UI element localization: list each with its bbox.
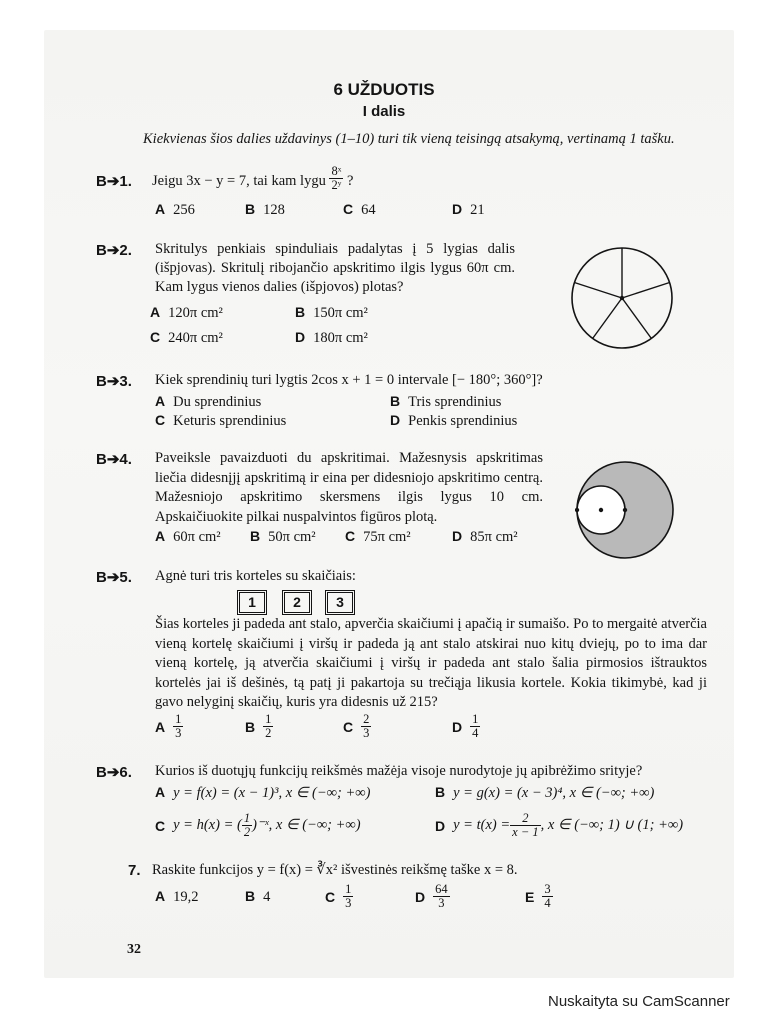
option-letter: A: [155, 201, 166, 217]
q5-label: B➔5.: [96, 569, 132, 586]
option-letter: D: [452, 201, 463, 217]
q1-frac-den: 2ʸ: [331, 178, 342, 192]
option-text: y = f(x) = (x − 1)³, x ∈ (−∞; +∞): [173, 785, 371, 801]
q7-option-e[interactable]: [525, 883, 553, 910]
fraction-den: 3: [438, 896, 445, 910]
fraction-den: 3: [345, 896, 352, 910]
q5-option-a[interactable]: [155, 713, 183, 740]
option-letter: C: [150, 329, 161, 345]
q7-option-d[interactable]: [415, 883, 450, 910]
option-letter: D: [415, 888, 426, 905]
option-text-pre: y = h(x) = (: [173, 817, 242, 833]
option-letter: A: [155, 718, 166, 735]
q7-option-b[interactable]: [245, 888, 270, 906]
q6-text: Kurios iš duotųjų funkcijų reikšmės mažėja visoje nurodytoje jų apibrėžimo srityje?: [155, 763, 643, 779]
fraction-num: 1: [175, 712, 182, 726]
q4-option-a[interactable]: [155, 528, 221, 546]
q5-option-c[interactable]: [343, 713, 371, 740]
fraction-num: 2: [510, 812, 540, 826]
q6-option-a[interactable]: [155, 784, 370, 802]
q7-option-c[interactable]: [325, 883, 353, 910]
option-letter: D: [390, 412, 401, 428]
q2-option-b[interactable]: [295, 304, 368, 322]
q5-option-d[interactable]: [452, 713, 480, 740]
q5-option-b[interactable]: [245, 713, 273, 740]
q1-prefix: Jeigu 3x − y = 7, tai kam lygu: [152, 172, 326, 189]
option-letter: B: [245, 718, 256, 735]
q1-text: [152, 164, 354, 192]
option-text: 85π cm²: [470, 529, 518, 545]
q3-text: Kiek sprendinių turi lygtis 2cos x + 1 = 0 intervale [− 180°; 360°]?: [155, 372, 543, 388]
option-text: 120π cm²: [168, 305, 223, 321]
option-text: 60π cm²: [173, 529, 221, 545]
q2-label: B➔2.: [96, 242, 132, 259]
option-fraction: [173, 713, 183, 740]
option-fraction: [242, 812, 252, 839]
q2-option-d[interactable]: [295, 329, 368, 347]
option-fraction: [343, 883, 353, 910]
option-letter: A: [155, 888, 166, 904]
option-letter: C: [325, 888, 336, 905]
option-letter: C: [155, 412, 166, 428]
option-text: 75π cm²: [363, 529, 411, 545]
option-text: Tris sprendinius: [408, 394, 502, 410]
q6-option-c[interactable]: [155, 812, 361, 839]
option-letter: B: [245, 201, 256, 217]
option-fraction: [433, 883, 450, 910]
option-text: 240π cm²: [168, 330, 223, 346]
option-letter: C: [155, 817, 166, 834]
option-letter: B: [245, 888, 256, 904]
q4-option-c[interactable]: [345, 528, 411, 546]
q4-circles-figure: [575, 460, 675, 560]
q6-option-d[interactable]: [435, 812, 683, 839]
fraction-num: 3: [544, 882, 551, 896]
option-letter: D: [452, 718, 463, 735]
q2-option-a[interactable]: [150, 304, 223, 322]
fraction-num: 1: [243, 811, 251, 825]
fraction-num: 64: [435, 882, 448, 896]
option-fraction: [361, 713, 371, 740]
option-fraction: [263, 713, 273, 740]
fraction-den: 2: [265, 726, 272, 740]
option-letter: D: [452, 528, 463, 544]
option-text: 64: [361, 202, 376, 218]
q1-fraction: [329, 165, 343, 192]
q4-text: Paveiksle pavaizduoti du apskritimai. Mažesnysis apskritimas liečia didesnįjį apskritimą ir eina per didesniojo apskritimo centrą. Mažesniojo apskritimo skersmens ilgis lygus 10 cm. Apskaičiuokite pilkai nuspalvintos figūros plotą.: [155, 450, 543, 525]
option-text: 150π cm²: [313, 305, 368, 321]
option-text-pre: y = t(x) =: [453, 817, 511, 833]
option-text: Penkis sprendinius: [408, 413, 518, 429]
option-text: y = g(x) = (x − 3)⁴, x ∈ (−∞; +∞): [453, 785, 655, 801]
page-subtitle: I dalis: [362, 103, 406, 120]
option-letter: B: [435, 784, 446, 800]
q2-option-c[interactable]: [150, 329, 223, 347]
fraction-num: 1: [265, 712, 272, 726]
option-fraction: [470, 713, 480, 740]
q2-text: Skritulys penkiais spinduliais padalytas į 5 lygias dalis (išpjovas). Skritulį ribojančio apskritimo ilgis lygus 60π cm. Kam lygus vienos dalies (išpjovos) plotas?: [155, 241, 515, 295]
option-text-post: , x ∈ (−∞; 1) ∪ (1; +∞): [540, 817, 684, 833]
option-letter: D: [435, 817, 446, 834]
q1-suffix: ?: [347, 172, 354, 189]
q3-option-d[interactable]: [390, 412, 517, 430]
option-text: 4: [263, 889, 271, 905]
option-letter: B: [390, 393, 401, 409]
q3-option-a[interactable]: [155, 393, 261, 411]
fraction-den: 4: [544, 896, 551, 910]
q1-option-a[interactable]: [155, 201, 195, 219]
option-letter: A: [155, 393, 166, 409]
q4-option-d[interactable]: [452, 528, 518, 546]
option-letter: E: [525, 888, 535, 905]
q7-text: Raskite funkcijos y = f(x) = ∛x² išvestinės reikšmę taške x = 8.: [152, 862, 518, 878]
fraction-num: 1: [345, 882, 352, 896]
option-letter: C: [343, 718, 354, 735]
q2-divided-circle-figure: [570, 246, 674, 350]
option-text: 180π cm²: [313, 330, 368, 346]
q1-option-b[interactable]: [245, 201, 285, 219]
option-text: 21: [470, 202, 485, 218]
q6-option-b[interactable]: [435, 784, 654, 802]
q1-option-d[interactable]: [452, 201, 485, 219]
option-text: 19,2: [173, 889, 199, 905]
q6-label: B➔6.: [96, 764, 132, 781]
q1-label: B➔1.: [96, 173, 132, 190]
fraction-den: 4: [472, 726, 479, 740]
q5-text: Šias korteles ji padeda ant stalo, apverčia skaičiumi į apačią ir sumaišo. Po to mergaitė atverčia vieną kortelę skaičiumi į viršų ir padeda ją ant stalo atskirai nuo kitų dviejų, po to ima dar vieną kortelę, ją atverčia skaičiumi į viršų ir padeda ant stalo šalia pirmosios ištrauktos kortelės jai iš dešinės, tą patį ji pakartoja su trečiąja likusia kortele. Kokia tikimybė, kad ji gavo nelyginį skaičių, kuris yra didesnis už 215?: [155, 616, 707, 711]
fraction-den: x − 1: [512, 825, 539, 839]
q4-option-b[interactable]: [250, 528, 316, 546]
option-letter: C: [343, 201, 354, 217]
fraction-num: 1: [472, 712, 479, 726]
option-text-post: )⁻ˣ, x ∈ (−∞; +∞): [252, 817, 361, 833]
option-letter: C: [345, 528, 356, 544]
option-text: Keturis sprendinius: [173, 413, 287, 429]
option-text: 50π cm²: [268, 529, 316, 545]
q1-frac-num: 8ˣ: [329, 165, 343, 179]
option-fraction: [542, 883, 552, 910]
q3-label: B➔3.: [96, 373, 132, 390]
number-card-2: 2: [284, 592, 310, 613]
fraction-den: 2: [243, 825, 251, 839]
option-letter: A: [150, 304, 161, 320]
number-card-1: 1: [239, 592, 265, 613]
q7-option-a[interactable]: [155, 888, 199, 906]
camscanner-footer: Nuskaityta su CamScanner: [548, 993, 730, 1010]
q3-option-c[interactable]: [155, 412, 286, 430]
instruction: Kiekvienas šios dalies uždavinys (1–10) turi tik vieną teisingą atsakymą, vertinamą 1 tašku.: [143, 131, 675, 147]
option-letter: A: [155, 784, 166, 800]
q3-option-b[interactable]: [390, 393, 501, 411]
fraction-den: 3: [363, 726, 370, 740]
fraction-num: 2: [363, 712, 370, 726]
q5-intro: Agnė turi tris korteles su skaičiais:: [155, 568, 356, 584]
number-card-3: 3: [327, 592, 353, 613]
q7-label: 7.: [128, 862, 141, 879]
option-text: Du sprendinius: [173, 394, 262, 410]
fraction-den: 3: [175, 726, 182, 740]
q1-option-c[interactable]: [343, 201, 376, 219]
q4-label: B➔4.: [96, 451, 132, 468]
option-text: 128: [263, 202, 285, 218]
option-letter: B: [295, 304, 306, 320]
option-letter: B: [250, 528, 261, 544]
page-number: 32: [127, 942, 141, 957]
option-letter: D: [295, 329, 306, 345]
page-title: 6 UŽDUOTIS: [333, 80, 435, 99]
option-text: 256: [173, 202, 195, 218]
option-fraction: [510, 812, 540, 839]
option-letter: A: [155, 528, 166, 544]
